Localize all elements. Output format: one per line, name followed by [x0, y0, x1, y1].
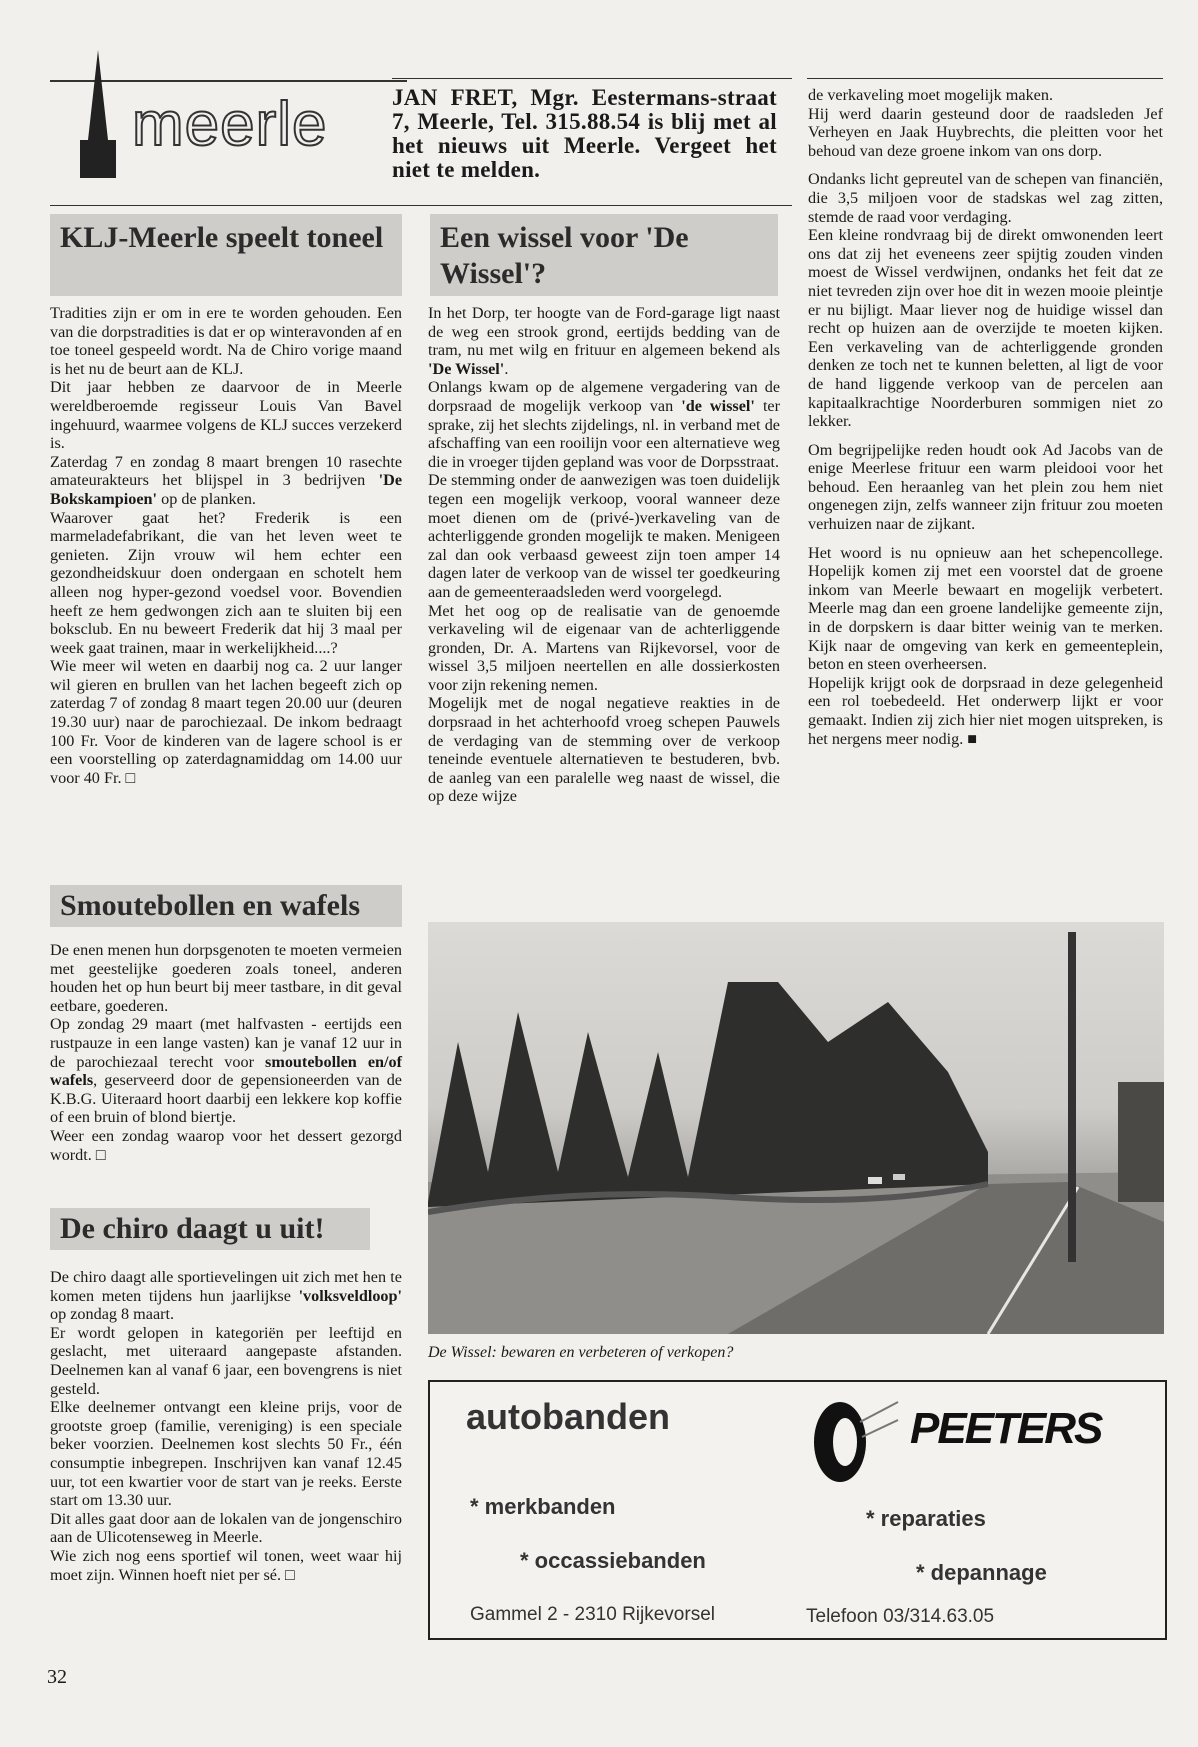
chiro-headline — [50, 1208, 370, 1250]
wissel-paragraph: Een kleine rondvraag bij de direkt omwonenden leert ons dat zij het eveneens zeer spijtig zouden vinden moest de Wissel verdwijnen, ondanks het feit dat ze niet tevreden zijn over hoe dit in wezen mooie pleintje er nu bijligt. Maar liever nog de huidige wissel dan recht op huizen aan de overzijde te moeten kijken. Een verkaveling van de achterliggende gronden denken ze toch net te kunnen beletten, al ligt de voor de hand liggende verkoop van de percelen aan kapitaalkrachtige Noorderburen sommigen niet zo lekker. — [808, 226, 1163, 431]
ad-item: * reparaties — [866, 1506, 986, 1531]
smout-article — [50, 941, 402, 1164]
wissel-paragraph: de verkaveling moet mogelijk maken. — [808, 86, 1053, 104]
klj-paragraph: Zaterdag 7 en zondag 8 maart brengen 10 rasechte amateurakteurs het blijspel in 3 bedrijven 'De Bokskampioen' op de planken. — [50, 452, 403, 508]
page-number: 32 — [47, 1666, 67, 1688]
ad-item: * merkbanden — [470, 1494, 616, 1519]
klj-paragraph: Wie meer wil weten en daarbij nog ca. 2 uur langer wil gieren en brullen van het lachen begeeft zich op zaterdag 7 of zondag 8 maart tegen 20.00 uur (deuren 19.30 uur) naar de parochiezaal. De inkom bedraagt 100 Fr. Voor de kinderen van de lagere school is er een voorstelling op zaterdagnamiddag om 14.00 uur voor 40 Fr. □ — [50, 657, 402, 787]
wissel-paragraph: Onlangs kwam op de algemene vergadering van de dorpsraad de mogelijk verkoop van 'de wissel' ter sprake, zij het slechts zijdelings, nl. in verband met de afschaffing van een rooilijn voor een alternatieve weg die in vroeger tijden gepland was voor de Dorpsstraat. — [428, 378, 781, 471]
banner-top-rule — [392, 78, 792, 79]
chiro-paragraph: Wie zich nog eens sportief wil tonen, weet waar hij moet zijn. Winnen hoeft niet per sé. □ — [50, 1546, 402, 1584]
wissel-paragraph: De stemming onder de aanwezigen was toen duidelijk tegen een mogelijk verkoop, vooral wanneer deze moet dienen om de (privé-)verkaveling van de achterliggende gronden mogelijk te maken. Menigeen zal dan ook verbaasd geweest zijn toen amper 14 dagen later de verkoop van de wissel ter goedkeuring aan de gemeenteraadsleden werd voorgelegd. — [428, 471, 780, 601]
chiro-title: De chiro daagt u uit! — [60, 1212, 325, 1245]
wissel-highlight: 'De Wissel' — [428, 359, 505, 378]
ad-address: Gammel 2 - 2310 Rijkevorsel — [470, 1604, 715, 1625]
wissel-paragraph: Hij werd daarin gesteund door de raadsleden Jef Verheyen en Jaak Huybrechts, die pleitten voor het behoud van deze groene inkom van ons dorp. — [808, 104, 1163, 160]
klj-paragraph: Tradities zijn er om in ere te worden gehouden. Een van die dorpstradities is dat er op winteravonden af en toe toneel gespeeld wordt. Na de Chiro vorige maand is het nu de beurt aan de KLJ. — [50, 304, 402, 378]
col3-top-rule — [807, 78, 1163, 79]
contact-banner: JAN FRET, Mgr. Eestermans-straat 7, Meerle, Tel. 315.88.54 is blij met al het nieuws uit Meerle. Vergeet het niet te melden. — [392, 85, 777, 182]
church-tower-icon — [68, 50, 128, 180]
wissel-paragraph: Mogelijk met de nogal negatieve reakties in de dorpsraad in het achterhoofd vroeg schepen Pauwels de verdaging van de stemming over de verkoop teneinde eventuele alternatieven te bestuderen, bvb. de aanleg van een paralelle weg naast de wissel, die op deze wijze — [428, 694, 780, 806]
smout-paragraph: Weer een zondag waarop voor het dessert gezorgd wordt. □ — [50, 1126, 402, 1164]
chiro-highlight: 'volksveldloop' — [298, 1286, 403, 1305]
smout-title: Smoutebollen en wafels — [60, 889, 360, 922]
chiro-paragraph: Dit alles gaat door aan de lokalen van de jongenschiro aan de Ulicotenseweg in Meerle. — [50, 1509, 402, 1547]
wissel-photo — [428, 922, 1164, 1334]
ad-phone: Telefoon 03/314.63.05 — [806, 1606, 995, 1627]
smout-paragraph: Op zondag 29 maart (met halfvasten - eertijds een rustpauze in een lange vasten) kan je vanaf 12 uur in de parochiezaal terecht voor smoutebollen en/of wafels, geserveerd door de gepensioneerden van de K.B.G. Uiteraard hoort daarbij een lekkere kop koffie of een bruin of blond biertje. — [50, 1015, 403, 1127]
klj-title: KLJ-Meerle speelt toneel — [60, 221, 384, 254]
masthead-title: meerle — [132, 90, 328, 159]
tyre-icon — [800, 1392, 900, 1492]
ad-brand: PEETERS — [910, 1404, 1102, 1453]
photo-scene — [428, 922, 1164, 1334]
klj-paragraph: Dit jaar hebben ze daarvoor de in Meerle wereldberoemde regisseur Louis Van Bavel ingehuurd, waarmee volgens de KLJ succes verzekerd is. — [50, 378, 402, 453]
chiro-paragraph: Elke deelnemer ontvangt een kleine prijs, voor de grootste groep (familie, vereniging) is een speciale beker voorzien. Deelnemen kost slechts 50 Fr., één consumptie inbegrepen. Inschrijven kan vanaf 12.45 uur, tot een kwartier voor de start van je reeks. Eerste start om 13.30 uur. — [50, 1398, 402, 1510]
smout-paragraph: De enen menen hun dorpsgenoten te moeten vermeien met geestelijke goederen zoals toneel, anderen houden het op hun beurt bij meer tastbare, in dit geval eetbare, goederen. — [50, 941, 402, 1015]
ad-item: * occassiebanden — [520, 1548, 706, 1573]
smout-headline — [50, 885, 402, 927]
ad-item: * depannage — [916, 1560, 1047, 1585]
klj-paragraph: Waarover gaat het? Frederik is een marmeladefabrikant, die van het leven weet te genieten. Zijn vrouw wil hem echter een gezondheidskuur doen ondergaan en schotelt hem alleen nog hyper-gezond voedsel voor. Bovendien heeft ze hem gedwongen zich aan te sluiten bij een boksclub. En nu beweert Frederik dat hij 3 maal per week gaat trainen, maar in werkelijkheid....? — [50, 508, 402, 657]
photo-caption: De Wissel: bewaren en verbeteren of verkopen? — [428, 1344, 734, 1361]
banner-bottom-rule — [392, 205, 792, 206]
wissel-paragraph: Het woord is nu opnieuw aan het schepencollege. Hopelijk komen zij met een voorstel dat de groene inkom van Meerle bewaart en mogelijk verbetert. Meerle mag dan een groene landelijke gemeente zijn, in de dorpskern is daar bitter weinig van te merken. Kijk naar de omgeving van kerk en gemeenteplein, beton en steen overheersen. — [808, 543, 1163, 674]
klj-headline — [50, 214, 402, 296]
wissel-paragraph: Ondanks licht gepreutel van de schepen van financiën, die 3,5 miljoen voor de stadskas wel zag zitten, stemde de raad voor verdaging. — [808, 170, 1163, 226]
chiro-article — [50, 1268, 402, 1584]
wissel-highlight: 'de wissel' — [681, 396, 755, 415]
wissel-article-col2 — [428, 304, 780, 806]
ad-heading: autobanden — [466, 1396, 670, 1437]
wissel-paragraph: Met het oog op de realisatie van de genoemde verkaveling wil de eigenaar van de achterliggende gronden, Dr. A. Martens van Rijkevorsel, voor de wissel 3,5 miljoen neertellen en alle dossierkosten voor zijn rekening nemen. — [428, 601, 780, 694]
chiro-paragraph: Er wordt gelopen in kategoriën per leeftijd en geslacht, met uiteraard aangepaste afstanden. Deelnemen kan al vanaf 6 jaar, een bovengrens is niet gesteld. — [50, 1323, 402, 1398]
wissel-article-col3 — [808, 86, 1163, 748]
masthead-bottom-rule — [50, 205, 407, 206]
play-title: 'De Bokskampioen' — [50, 471, 403, 508]
wissel-paragraph: In het Dorp, ter hoogte van de Ford-garage ligt naast de weg een strook grond, eertijds bedding van de tram, nu met wilg en frituur en algemeen bekend als 'De Wissel'. — [428, 304, 780, 378]
smout-highlight: smoutebollen en/of wafels — [50, 1052, 403, 1090]
wissel-paragraph: Om begrijpelijke reden houdt ook Ad Jacobs van de enige Meerlese frituur een warm pleidooi voor het behoud. Een heraanleg van het plein zou hem niet ongenegen zijn, zelfs wanneer zijn frituur zou moeten verhuizen naar de zijkant. — [808, 440, 1163, 534]
klj-article — [50, 304, 402, 787]
chiro-paragraph: De chiro daagt alle sportievelingen uit zich met hen te komen meten tijdens hun jaarlijkse 'volksveldloop' op zondag 8 maart. — [50, 1268, 403, 1324]
wissel-headline — [430, 214, 778, 296]
wissel-paragraph: Hopelijk krijgt ook de dorpsraad in deze gelegenheid een rol toebedeeld. Het onderwerp lijkt er voor gemaakt. Indien zij zich hier niet mogen uitspreken, is het nergens meer nodig. ■ — [808, 673, 1163, 748]
peeters-ad — [428, 1380, 1167, 1640]
wissel-title: Een wissel voor 'De Wissel'? — [440, 221, 689, 290]
